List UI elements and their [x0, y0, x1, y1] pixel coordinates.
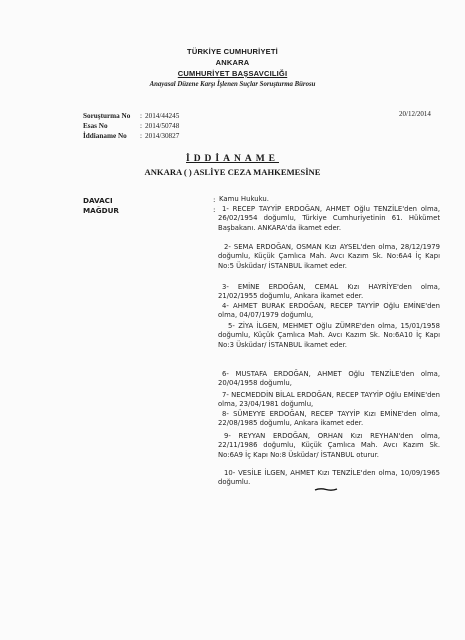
header-bureau: Anayasal Düzene Karşı İşlenen Suçlar Soruşturma Bürosu: [149, 81, 316, 88]
victim-entry: 5- ZİYA İLGEN, MEHMET Oğlu ZÜMRE'den olma, 15/01/1958 doğumlu, Küçük Çamlıca Mah. Avcı Kazım Sk. No:6A10 İç Kapı No:3 Üsküdar/ İSTANBUL ikamet eder.: [218, 322, 440, 349]
davaci-label: DAVACI: [83, 196, 113, 205]
victim-entry: 7- NECMEDDİN BİLAL ERDOĞAN, RECEP TAYYİP Oğlu EMİNE'den olma, 23/04/1981 doğumlu,: [218, 391, 440, 409]
header-country: TÜRKİYE CUMHURİYETİ: [187, 47, 278, 56]
meta-label-esas: Esas No: [83, 122, 108, 130]
meta-label-sorusturma: Soruşturma No: [83, 112, 131, 120]
victim-entry: 3- EMİNE ERDOĞAN, CEMAL Kızı HAYRİYE'den olma, 21/02/1955 doğumlu, Ankara ikamet eder.: [218, 283, 440, 301]
victim-entry: 6- MUSTAFA ERDOĞAN, AHMET Oğlu TENZİLE'den olma, 20/04/1958 doğumlu,: [218, 370, 440, 388]
document-date: 20/12/2014: [399, 110, 431, 118]
victim-entry: 9- REYYAN ERDOĞAN, ORHAN Kızı REYHAN'den olma, 22/11/1986 doğumlu, Küçük Çamlıca Mah. Avcı Kazım Sk. No:6A9 İç Kapı No:8 Üsküdar/ İSTANBUL oturur.: [218, 432, 440, 459]
meta-sep-sorusturma: :: [140, 112, 142, 120]
meta-value-esas: 2014/50748: [145, 122, 180, 130]
meta-label-iddianame: İddianame No: [83, 132, 127, 140]
davaci-colon: :: [213, 195, 216, 204]
meta-sep-esas: :: [140, 122, 142, 130]
victim-entry: 2- SEMA ERDOĞAN, OSMAN Kızı AYSEL'den olma, 28/12/1979 doğumlu, Küçük Çamlıca Mah. Avcı Kazım Sk. No:6A4 İç Kapı No:5 Üsküdar/ İSTANBUL ikamet eder.: [218, 243, 440, 270]
meta-value-sorusturma: 2014/44245: [145, 112, 180, 120]
davaci-value: Kamu Hukuku.: [219, 195, 269, 203]
header-prosecutor-office: CUMHURİYET BAŞSAVCILIĞI: [177, 69, 288, 78]
header-city: ANKARA: [215, 58, 250, 67]
victim-entry: 8- SÜMEYYE ERDOĞAN, RECEP TAYYİP Kızı EMİNE'den olma, 22/08/1985 doğumlu, Ankara ikamet eder.: [218, 410, 440, 428]
document-title: İDDİANAME: [186, 154, 279, 164]
victim-entry: 1- RECEP TAYYİP ERDOĞAN, AHMET Oğlu TENZİLE'den olma, 26/02/1954 doğumlu, Türkiye Cumhuriyetinin 61. Hükümet Başbakanı. ANKARA'da ikamet eder.: [218, 205, 440, 232]
meta-sep-iddianame: :: [140, 132, 142, 140]
magdur-label: MAĞDUR: [83, 206, 119, 215]
magdur-colon: :: [213, 205, 216, 214]
meta-value-iddianame: 2014/30827: [145, 132, 180, 140]
victim-entry: 10- VESİLE İLGEN, AHMET Kızı TENZİLE'den olma, 10/09/1965 doğumlu.: [218, 469, 440, 487]
pen-mark-icon: [314, 487, 338, 492]
victim-entry: 4- AHMET BURAK ERDOĞAN, RECEP TAYYİP Oğlu EMİNE'den olma, 04/07/1979 doğumlu,: [218, 302, 440, 320]
court-name: ANKARA ( ) ASLİYE CEZA MAHKEMESİNE: [144, 167, 321, 177]
